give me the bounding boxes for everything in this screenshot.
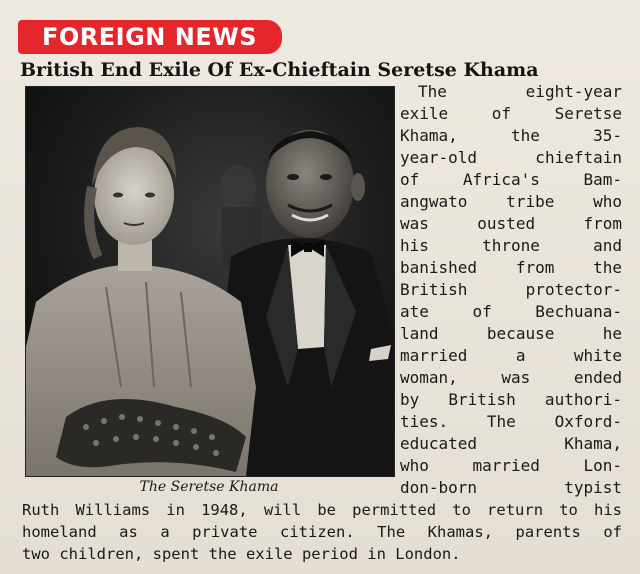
article-line: exile of Seretse — [400, 104, 622, 123]
news-photo — [25, 86, 395, 477]
article-line: year-old chieftain — [400, 148, 622, 167]
article-line: Khama, the 35- — [400, 126, 622, 145]
article-line: was ousted from — [400, 214, 622, 233]
article-line: woman, was ended — [400, 368, 622, 387]
article-line: two children, spent the exile period in London. — [22, 545, 461, 563]
article-line: of Africa's Bam- — [400, 170, 622, 189]
article-line: ate of Bechuana- — [400, 302, 622, 321]
photo-caption: The Seretse Khama — [139, 479, 279, 495]
article-line: homeland as a private citizen. The Khamas, parents of — [22, 523, 622, 541]
couple-photo-illustration — [26, 87, 394, 476]
article-line: British protector- — [400, 280, 622, 299]
article-line: married a white — [400, 346, 622, 365]
article-line: banished from the — [400, 258, 622, 277]
article-line: his throne and — [400, 236, 622, 255]
article-line: The eight-year — [418, 82, 622, 101]
article-line: land because he — [400, 324, 622, 343]
article-line: educated Khama, — [400, 434, 622, 453]
article-line: by British authori- — [400, 390, 622, 409]
article-line: who married Lon- — [400, 456, 622, 475]
article-line: Ruth Williams in 1948, will be permitted to return to his — [22, 501, 622, 519]
article-line: ties. The Oxford- — [400, 412, 622, 431]
article-line: don-born typist — [400, 478, 622, 497]
headline: British End Exile Of Ex-Chieftain Seretse Khama — [20, 59, 539, 81]
section-tag: FOREIGN NEWS — [18, 20, 282, 54]
article-line: angwato tribe who — [400, 192, 622, 211]
